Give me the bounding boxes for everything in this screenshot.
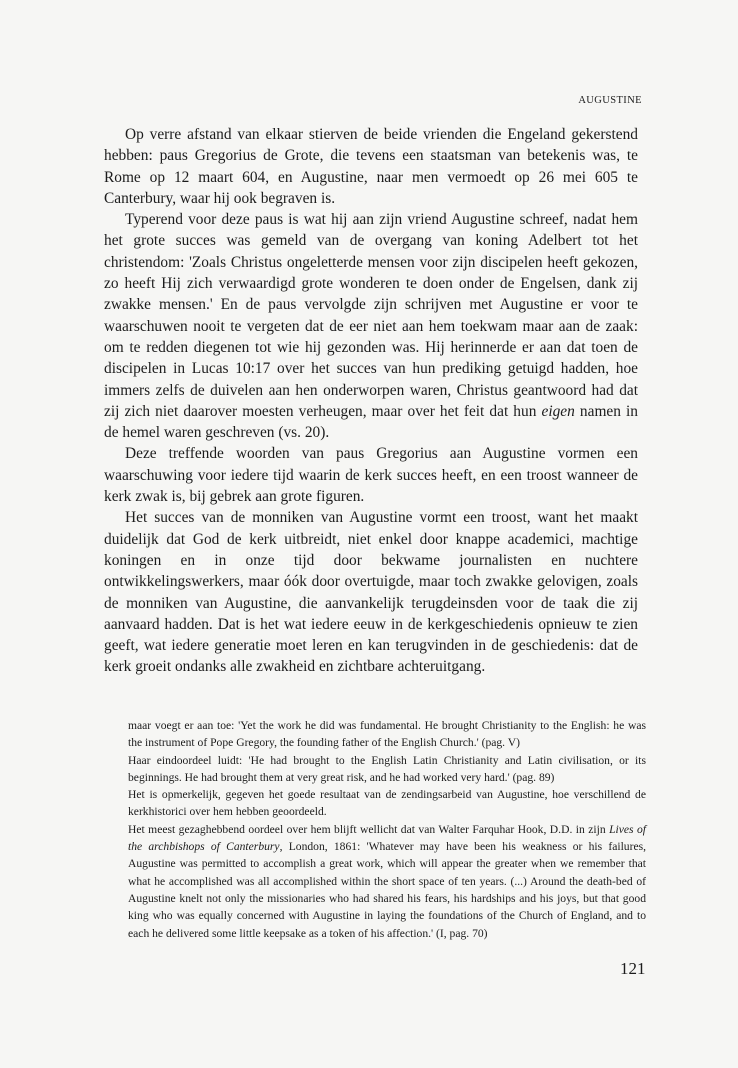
book-title: Lives of the archbishops of Canterbury: [128, 822, 646, 854]
paragraph-1: Op verre afstand van elkaar stierven de beide vrienden die Engeland gekerstend hebben: paus Gregorius de Grote, die tevens een staatsman van betekenis was, te Rome op 12 maart 604, en Augustine, naar men vermoedt op 26 mei 605 te Canterbury, waar hij ook begraven is.: [104, 126, 638, 207]
footnote-1: maar voegt er aan toe: 'Yet the work he did was fundamental. He brought Christianity to the English: he was the instrument of Pope Gregory, the founding father of the English Church.' (pag. V): [128, 719, 646, 750]
page-number: 121: [620, 959, 646, 978]
paragraph-3: Deze treffende woorden van paus Gregorius aan Augustine vormen een waarschuwing voor iedere tijd waarin de kerk succes heeft, en een troost wanneer de kerk zwak is, bij gebrek aan grote figuren.: [104, 445, 638, 506]
paragraph-2-part-b: namen in de hemel waren geschreven (vs. 20).: [104, 402, 638, 442]
footnote-3: Het is opmerkelijk, gegeven het goede resultaat van de zendingsarbeid van Augustine, hoe verschillend de kerkhistorici over hem hebben geoordeeld.: [128, 788, 646, 819]
footnote-2: Haar eindoordeel luidt: 'He had brought to the English Latin Christianity and Latin civilisation, or its beginnings. He had brought them at very great risk, and he had worked very hard.' (pag. 89): [128, 753, 646, 784]
running-header: AUGUSTINE: [578, 95, 642, 106]
emphasis-eigen: eigen: [541, 402, 575, 420]
footnote-4: [128, 821, 646, 942]
footnote-4-part-b: , London, 1861: 'Whatever may have been his weakness or his failures, Augustine was permitted to accomplish a great work, which will appear the greater when we remember that what he accomplished was all accomplished within the short space of ten years. (...) Around the death-bed of Augustine knelt not only the missionaries who had shared his fears, his hardships and his joys, but that good king who was equally concerned with Augustine in laying the foundations of the Church of England, and to each he delivered some little keepsake as a token of his affection.' (I, pag. 70): [128, 840, 647, 940]
paragraph-2-part-a: Typerend voor deze paus is wat hij aan zijn vriend Augustine schreef, nadat hem het grote succes was gemeld van de overgang van koning Adelbert tot het christendom: 'Zoals Christus ongeletterde mensen voor zijn discipelen heeft gekozen, zo heeft Hij zich verwaardigd grote wonderen te doen onder de Engelsen, dank zij zwakke mensen.' En de paus vervolgde zijn schrijven met Augustine er voor te waarschuwen nooit te vergeten dat de eer niet aan hem toekwam maar aan de zaak: om te redden diegenen tot wie hij gezonden was. Hij herinnerde er aan dat toen de discipelen in Lucas 10:17 over het succes van hun prediking getuigd hadden, hoe immers zelfs de duivelen aan hen onderworpen waren, Christus geantwoord had dat zij zich niet daarover moesten verheugen, maar over het feit dat hun: [104, 211, 638, 420]
footnotes: [128, 717, 646, 942]
footnote-4-part-a: Het meest gezaghebbend oordeel over hem blijft wellicht dat van Walter Farquhar Hook, D.D. in zijn: [128, 822, 610, 836]
paragraph-2: [104, 209, 638, 443]
main-text: [104, 124, 638, 678]
paragraph-4: Het succes van de monniken van Augustine vormt een troost, want het maakt duidelijk dat God de kerk uitbreidt, niet enkel door knappe academici, machtige koningen en in onze tijd door bekwame journalisten en nuchtere ontwikkelingswerkers, maar óók door overtuigde, maar toch zwakke gelovigen, zoals de monniken van Augustine, die aanvankelijk terugdeinsden voor de taak die zij aanvaard hadden. Dat is het wat iedere eeuw in de kerkgeschiedenis opnieuw te zien geeft, wat iedere generatie moet leren en kan terugvinden in de geschiedenis: dat de kerk groeit ondanks alle zwakheid en zichtbare achteruitgang.: [104, 509, 638, 676]
